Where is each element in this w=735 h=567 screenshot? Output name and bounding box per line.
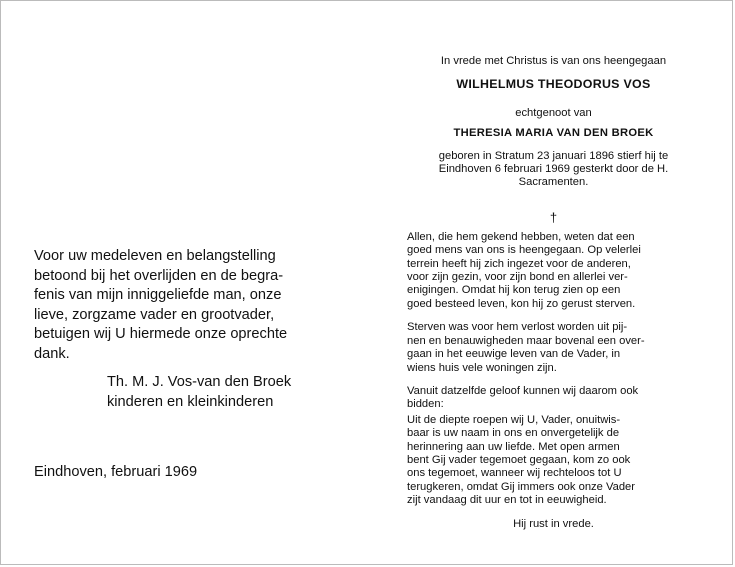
prayer-text [407, 414, 700, 508]
birth-death-text [407, 150, 700, 190]
paragraph-line: bidden: [407, 398, 444, 411]
paragraph-line: goed mens van ons is heengegaan. Op velerlei [407, 244, 641, 257]
paragraph-line: Sterven was voor hem verlost worden uit pij- [407, 321, 628, 334]
paragraph-line: enigingen. Omdat hij kon terug zien op een [407, 284, 621, 297]
acknowledgement-line: dank. [34, 345, 70, 362]
prayer-line: baar is uw naam in ons en onvergetelijk de [407, 427, 620, 440]
paragraph-dying [407, 321, 700, 375]
acknowledgement-panel [34, 247, 316, 412]
paragraph-faith [407, 385, 700, 412]
deceased-name: WILHELMUS THEODORUS VOS [456, 77, 651, 92]
place-date: Eindhoven, februari 1969 [34, 464, 198, 480]
paragraph-line: wiens huis vele woningen zijn. [407, 361, 557, 374]
acknowledgement-line: fenis van mijn inniggeliefde man, onze [34, 287, 282, 303]
acknowledgement-line: lieve, zorgzame vader en grootvader, [34, 306, 275, 323]
prayer-line: terugkeren, omdat Gij immers ook onze Vader [407, 480, 635, 493]
intro-line: In vrede met Christus is van ons heengegaan [440, 55, 667, 67]
prayer-line: Uit de diepte roepen wij U, Vader, onuitwis- [407, 413, 621, 426]
prayer-line: ons tegemoet, wanneer wij rechteloos tot U [407, 467, 622, 480]
spouse-name: THERESIA MARIA VAN DEN BROEK [453, 127, 654, 140]
birth-death-line: Sacramenten. [518, 176, 589, 189]
paragraph-line: Allen, die hem gekend hebben, weten dat een [407, 230, 635, 243]
prayer-line: bent Gij vader tegemoet gegaan, kom zo ook [407, 453, 631, 466]
paragraph-line: Vanuit datzelfde geloof kunnen wij daarom ook [407, 384, 639, 397]
signature-line: kinderen en kleinkinderen [107, 393, 274, 410]
acknowledgement-line: betuigen wij U hiermede onze oprechte [34, 326, 288, 342]
prayer-line: zijt vandaag dit uur en tot in eeuwigheid. [407, 494, 607, 507]
paragraph-line: voor zijn gezin, voor zijn bond en allerlei ver- [407, 271, 628, 284]
acknowledgement-text [34, 247, 316, 364]
paragraph-line: terrein heeft hij zich ingezet voor de anderen, [407, 257, 631, 270]
acknowledgement-line: betoond bij het overlijden en de begra- [34, 267, 284, 284]
paragraph-line: goed besteed leven, kon hij zo gerust sterven. [407, 297, 636, 310]
closing-line: Hij rust in vrede. [513, 517, 594, 530]
birth-death-line: Eindhoven 6 februari 1969 gesterkt door de H. [438, 163, 669, 176]
obituary-panel [407, 55, 700, 531]
signature-line: Th. M. J. Vos-van den Broek [107, 374, 292, 390]
signature [107, 373, 316, 412]
paragraph-line: gaan in het eeuwige leven van de Vader, in [407, 348, 621, 361]
cross-icon: † [549, 209, 558, 225]
spouse-label: echtgenoot van [515, 106, 592, 119]
acknowledgement-line: Voor uw medeleven en belangstelling [34, 248, 276, 264]
paragraph-line: nen en benauwigheden maar bovenal een over- [407, 334, 645, 347]
birth-death-line: geboren in Stratum 23 januari 1896 stierf hij te [438, 149, 669, 162]
prayer-line: herinnering aan uw liefde. Met open armen [407, 440, 620, 453]
paragraph-tribute [407, 231, 700, 311]
